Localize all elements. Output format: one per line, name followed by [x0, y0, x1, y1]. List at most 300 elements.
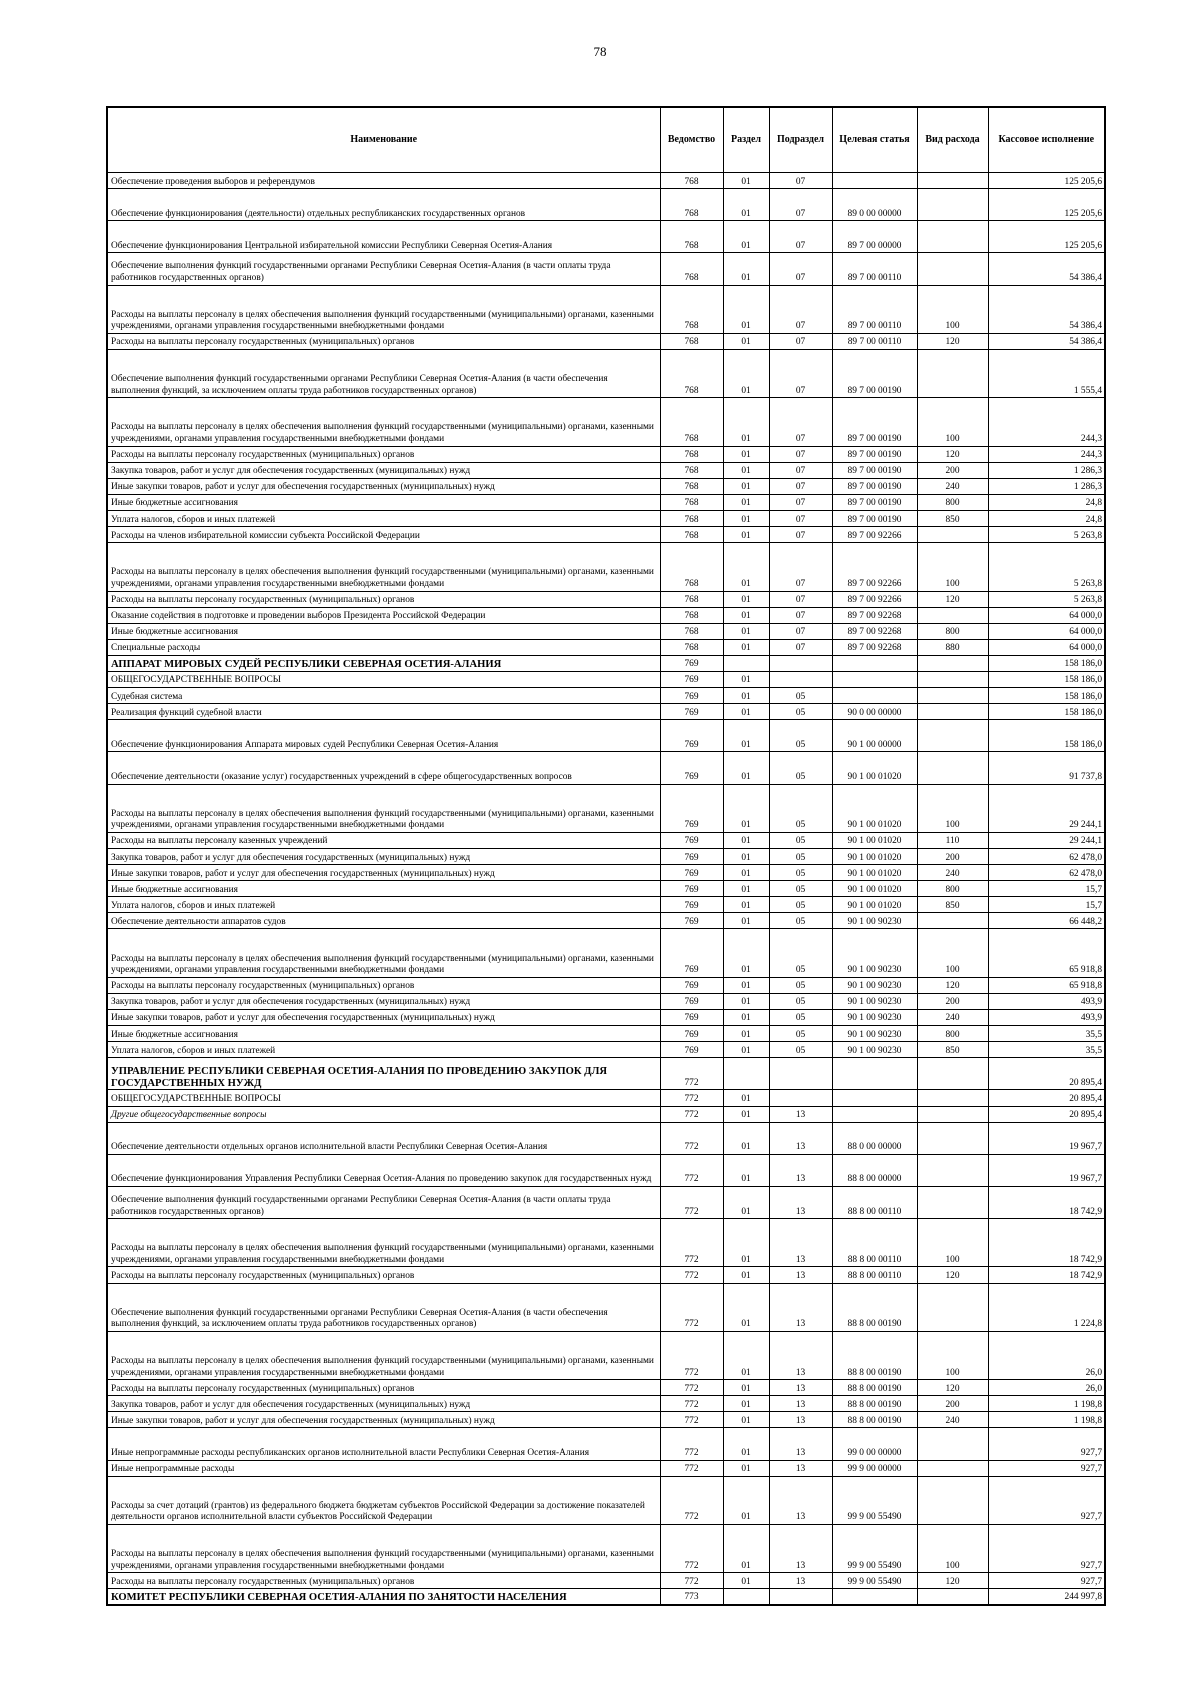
table-row — [107, 784, 1105, 832]
row-amount-cell: 927,7 — [988, 1525, 1105, 1573]
row-name-cell: Иные непрограммные расходы — [107, 1460, 660, 1476]
row-section-cell: 01 — [723, 333, 769, 349]
row-amount-cell: 927,7 — [988, 1476, 1105, 1524]
header-name: Наименование — [107, 107, 660, 173]
row-section-cell: 01 — [723, 1525, 769, 1573]
row-section-cell: 01 — [723, 446, 769, 462]
row-amount-cell: 64 000,0 — [988, 639, 1105, 655]
row-name-cell: Расходы на выплаты персоналу государственных (муниципальных) органов — [107, 1267, 660, 1283]
table-row — [107, 446, 1105, 462]
row-dept-cell: 768 — [660, 639, 723, 655]
row-amount-cell: 158 186,0 — [988, 671, 1105, 687]
table-row — [107, 1396, 1105, 1412]
row-dept-cell: 772 — [660, 1331, 723, 1379]
row-subsection-cell: 07 — [769, 446, 832, 462]
row-target-cell: 90 1 00 01020 — [832, 752, 917, 784]
row-kind-cell: 100 — [917, 784, 988, 832]
row-dept-cell: 769 — [660, 897, 723, 913]
row-section-cell: 01 — [723, 881, 769, 897]
table-row — [107, 398, 1105, 446]
row-amount-cell: 244,3 — [988, 446, 1105, 462]
row-target-cell: 89 7 00 00190 — [832, 511, 917, 527]
row-amount-cell: 493,9 — [988, 993, 1105, 1009]
row-name-cell: УПРАВЛЕНИЕ РЕСПУБЛИКИ СЕВЕРНАЯ ОСЕТИЯ-АЛАНИЯ ПО ПРОВЕДЕНИЮ ЗАКУПОК ДЛЯ ГОСУДАРСТВЕННЫХ НУЖД — [107, 1058, 660, 1090]
row-kind-cell — [917, 1589, 988, 1605]
row-target-cell: 99 9 00 55490 — [832, 1476, 917, 1524]
row-amount-cell: 493,9 — [988, 1009, 1105, 1025]
table-row — [107, 671, 1105, 687]
row-amount-cell: 158 186,0 — [988, 704, 1105, 720]
row-name-cell: Обеспечение деятельности отдельных органов исполнительной власти Республики Северная Осетия-Алания — [107, 1122, 660, 1154]
row-name-cell: Иные закупки товаров, работ и услуг для обеспечения государственных (муниципальных) нужд — [107, 1009, 660, 1025]
row-subsection-cell — [769, 655, 832, 671]
row-subsection-cell: 05 — [769, 849, 832, 865]
table-row — [107, 1219, 1105, 1267]
row-section-cell: 01 — [723, 1090, 769, 1106]
row-name-cell: Иные бюджетные ассигнования — [107, 1026, 660, 1042]
row-name-cell: Иные закупки товаров, работ и услуг для обеспечения государственных (муниципальных) нужд — [107, 865, 660, 881]
row-dept-cell: 769 — [660, 977, 723, 993]
row-subsection-cell: 07 — [769, 350, 832, 398]
row-subsection-cell: 05 — [769, 1009, 832, 1025]
row-kind-cell — [917, 221, 988, 253]
row-kind-cell — [917, 253, 988, 285]
row-target-cell: 88 8 00 00190 — [832, 1412, 917, 1428]
table-row — [107, 350, 1105, 398]
row-kind-cell: 850 — [917, 1042, 988, 1058]
row-subsection-cell: 05 — [769, 897, 832, 913]
row-target-cell — [832, 671, 917, 687]
row-dept-cell: 769 — [660, 913, 723, 929]
row-section-cell: 01 — [723, 1219, 769, 1267]
row-amount-cell: 26,0 — [988, 1380, 1105, 1396]
row-name-cell: Расходы на выплаты персоналу казенных учреждений — [107, 832, 660, 848]
row-section-cell: 01 — [723, 173, 769, 189]
table-row — [107, 607, 1105, 623]
table-row — [107, 1009, 1105, 1025]
row-amount-cell: 29 244,1 — [988, 784, 1105, 832]
row-kind-cell — [917, 671, 988, 687]
table-row — [107, 253, 1105, 285]
row-dept-cell: 768 — [660, 494, 723, 510]
row-subsection-cell: 07 — [769, 221, 832, 253]
row-kind-cell — [917, 607, 988, 623]
header-target: Целевая статья — [832, 107, 917, 173]
row-section-cell: 01 — [723, 1412, 769, 1428]
row-target-cell: 99 9 00 55490 — [832, 1525, 917, 1573]
row-amount-cell: 1 555,4 — [988, 350, 1105, 398]
row-section-cell: 01 — [723, 1026, 769, 1042]
row-target-cell: 88 8 00 00190 — [832, 1380, 917, 1396]
row-name-cell: Закупка товаров, работ и услуг для обеспечения государственных (муниципальных) нужд — [107, 1396, 660, 1412]
row-kind-cell — [917, 1460, 988, 1476]
row-amount-cell: 125 205,6 — [988, 221, 1105, 253]
row-dept-cell: 768 — [660, 221, 723, 253]
row-target-cell: 88 8 00 00190 — [832, 1283, 917, 1331]
row-dept-cell: 769 — [660, 929, 723, 977]
row-amount-cell: 19 967,7 — [988, 1122, 1105, 1154]
row-target-cell: 88 8 00 00110 — [832, 1187, 917, 1219]
row-amount-cell: 54 386,4 — [988, 253, 1105, 285]
row-amount-cell: 125 205,6 — [988, 189, 1105, 221]
table-row — [107, 929, 1105, 977]
table-row — [107, 1525, 1105, 1573]
row-kind-cell: 200 — [917, 849, 988, 865]
row-target-cell: 89 7 00 00110 — [832, 285, 917, 333]
row-name-cell: Закупка товаров, работ и услуг для обеспечения государственных (муниципальных) нужд — [107, 993, 660, 1009]
table-row — [107, 462, 1105, 478]
row-name-cell: Расходы на выплаты персоналу в целях обеспечения выполнения функций государственными (муниципальными) органами, казенными учреждениями, органами управления государственными внебюджетными фондами — [107, 1331, 660, 1379]
row-section-cell: 01 — [723, 1267, 769, 1283]
row-kind-cell: 120 — [917, 1380, 988, 1396]
row-name-cell: Иные бюджетные ассигнования — [107, 494, 660, 510]
row-section-cell: 01 — [723, 494, 769, 510]
page-number: 78 — [593, 44, 607, 59]
table-row — [107, 478, 1105, 494]
row-section-cell: 01 — [723, 511, 769, 527]
row-kind-cell: 100 — [917, 543, 988, 591]
row-section-cell: 01 — [723, 993, 769, 1009]
row-amount-cell: 158 186,0 — [988, 688, 1105, 704]
row-amount-cell: 64 000,0 — [988, 607, 1105, 623]
table-row — [107, 1154, 1105, 1186]
row-section-cell: 01 — [723, 285, 769, 333]
row-target-cell: 89 7 00 92268 — [832, 639, 917, 655]
row-amount-cell: 5 263,8 — [988, 543, 1105, 591]
row-section-cell — [723, 1058, 769, 1090]
row-amount-cell: 5 263,8 — [988, 527, 1105, 543]
header-section: Раздел — [723, 107, 769, 173]
row-kind-cell: 200 — [917, 462, 988, 478]
table-row — [107, 688, 1105, 704]
table-row — [107, 1267, 1105, 1283]
row-kind-cell: 120 — [917, 1573, 988, 1589]
row-amount-cell: 1 286,3 — [988, 478, 1105, 494]
table-row — [107, 527, 1105, 543]
row-name-cell: Оказание содействия в подготовке и проведении выборов Президента Российской Федерации — [107, 607, 660, 623]
row-dept-cell: 768 — [660, 398, 723, 446]
table-row — [107, 720, 1105, 752]
row-kind-cell — [917, 189, 988, 221]
row-amount-cell: 18 742,9 — [988, 1219, 1105, 1267]
row-kind-cell — [917, 1122, 988, 1154]
table-row — [107, 1187, 1105, 1219]
table-row — [107, 1380, 1105, 1396]
row-dept-cell: 769 — [660, 881, 723, 897]
row-name-cell: Расходы на выплаты персоналу в целях обеспечения выполнения функций государственными (муниципальными) органами, казенными учреждениями, органами управления государственными внебюджетными фондами — [107, 398, 660, 446]
row-dept-cell: 768 — [660, 527, 723, 543]
table-row — [107, 1058, 1105, 1090]
row-target-cell: 99 9 00 00000 — [832, 1460, 917, 1476]
row-subsection-cell: 13 — [769, 1460, 832, 1476]
row-target-cell: 88 8 00 00110 — [832, 1267, 917, 1283]
row-dept-cell: 772 — [660, 1525, 723, 1573]
row-target-cell: 90 1 00 90230 — [832, 913, 917, 929]
row-section-cell: 01 — [723, 527, 769, 543]
row-section-cell: 01 — [723, 752, 769, 784]
row-dept-cell: 768 — [660, 333, 723, 349]
row-subsection-cell: 07 — [769, 253, 832, 285]
row-dept-cell: 772 — [660, 1428, 723, 1460]
row-amount-cell: 125 205,6 — [988, 173, 1105, 189]
row-amount-cell: 244,3 — [988, 398, 1105, 446]
row-name-cell: Обеспечение проведения выборов и референдумов — [107, 173, 660, 189]
row-target-cell: 90 1 00 90230 — [832, 1026, 917, 1042]
row-section-cell: 01 — [723, 253, 769, 285]
row-name-cell: ОБЩЕГОСУДАРСТВЕННЫЕ ВОПРОСЫ — [107, 1090, 660, 1106]
row-dept-cell: 772 — [660, 1267, 723, 1283]
row-kind-cell — [917, 1154, 988, 1186]
header-kind: Вид расхода — [917, 107, 988, 173]
row-subsection-cell: 05 — [769, 1042, 832, 1058]
row-dept-cell: 772 — [660, 1460, 723, 1476]
table-row — [107, 1042, 1105, 1058]
row-kind-cell: 850 — [917, 511, 988, 527]
row-name-cell: Судебная система — [107, 688, 660, 704]
budget-table — [106, 106, 1106, 1606]
row-section-cell: 01 — [723, 832, 769, 848]
row-kind-cell — [917, 350, 988, 398]
row-target-cell: 88 8 00 00000 — [832, 1154, 917, 1186]
row-name-cell: Закупка товаров, работ и услуг для обеспечения государственных (муниципальных) нужд — [107, 462, 660, 478]
table-row — [107, 1476, 1105, 1524]
row-section-cell: 01 — [723, 1106, 769, 1122]
row-amount-cell: 18 742,9 — [988, 1187, 1105, 1219]
row-target-cell: 88 8 00 00190 — [832, 1331, 917, 1379]
row-subsection-cell: 07 — [769, 639, 832, 655]
table-row — [107, 1428, 1105, 1460]
row-section-cell: 01 — [723, 591, 769, 607]
row-target-cell — [832, 1090, 917, 1106]
row-kind-cell: 800 — [917, 494, 988, 510]
row-kind-cell: 100 — [917, 398, 988, 446]
row-section-cell: 01 — [723, 1187, 769, 1219]
row-subsection-cell: 13 — [769, 1380, 832, 1396]
table-row — [107, 704, 1105, 720]
row-dept-cell: 772 — [660, 1219, 723, 1267]
row-name-cell: Обеспечение выполнения функций государственными органами Республики Северная Осетия-Алания (в части оплаты труда работников государственных органов) — [107, 1187, 660, 1219]
row-kind-cell: 850 — [917, 897, 988, 913]
row-dept-cell: 772 — [660, 1106, 723, 1122]
row-target-cell: 88 8 00 00190 — [832, 1396, 917, 1412]
row-dept-cell: 769 — [660, 671, 723, 687]
row-dept-cell: 769 — [660, 1042, 723, 1058]
row-section-cell: 01 — [723, 688, 769, 704]
row-dept-cell: 772 — [660, 1476, 723, 1524]
row-kind-cell — [917, 1058, 988, 1090]
row-dept-cell: 768 — [660, 511, 723, 527]
row-target-cell: 89 7 00 92268 — [832, 623, 917, 639]
row-subsection-cell: 13 — [769, 1267, 832, 1283]
row-dept-cell: 769 — [660, 784, 723, 832]
header-row — [107, 107, 1105, 173]
row-subsection-cell: 07 — [769, 285, 832, 333]
row-dept-cell: 768 — [660, 623, 723, 639]
row-section-cell: 01 — [723, 704, 769, 720]
table-row — [107, 655, 1105, 671]
row-target-cell — [832, 173, 917, 189]
row-kind-cell — [917, 704, 988, 720]
row-target-cell: 90 1 00 90230 — [832, 1042, 917, 1058]
row-name-cell: Расходы за счет дотаций (грантов) из федерального бюджета бюджетам субъектов Российской Федерации за достижение показателей деятельности органов исполнительной власти субъектов Российской Федерации — [107, 1476, 660, 1524]
row-subsection-cell: 07 — [769, 189, 832, 221]
row-amount-cell: 5 263,8 — [988, 591, 1105, 607]
row-name-cell: Расходы на выплаты персоналу в целях обеспечения выполнения функций государственными (муниципальными) органами, казенными учреждениями, органами управления государственными внебюджетными фондами — [107, 929, 660, 977]
row-subsection-cell — [769, 671, 832, 687]
row-subsection-cell: 05 — [769, 913, 832, 929]
row-subsection-cell: 07 — [769, 607, 832, 623]
row-kind-cell — [917, 752, 988, 784]
row-dept-cell: 772 — [660, 1058, 723, 1090]
row-dept-cell: 768 — [660, 189, 723, 221]
row-section-cell: 01 — [723, 1460, 769, 1476]
row-name-cell: Расходы на членов избирательной комиссии субъекта Российской Федерации — [107, 527, 660, 543]
row-amount-cell: 15,7 — [988, 881, 1105, 897]
table-row — [107, 189, 1105, 221]
row-name-cell: Обеспечение выполнения функций государственными органами Республики Северная Осетия-Алания (в части обеспечения выполнения функций, за исключением оплаты труда работников государственных органов) — [107, 1283, 660, 1331]
row-section-cell: 01 — [723, 478, 769, 494]
row-section-cell: 01 — [723, 849, 769, 865]
table-row — [107, 511, 1105, 527]
row-amount-cell: 1 198,8 — [988, 1396, 1105, 1412]
row-amount-cell: 24,8 — [988, 511, 1105, 527]
row-subsection-cell: 13 — [769, 1331, 832, 1379]
row-name-cell: Расходы на выплаты персоналу в целях обеспечения выполнения функций государственными (муниципальными) органами, казенными учреждениями, органами управления государственными внебюджетными фондами — [107, 1219, 660, 1267]
row-section-cell: 01 — [723, 1283, 769, 1331]
row-target-cell: 89 7 00 00110 — [832, 253, 917, 285]
row-amount-cell: 54 386,4 — [988, 285, 1105, 333]
row-target-cell: 89 7 00 92266 — [832, 591, 917, 607]
row-name-cell: Иные закупки товаров, работ и услуг для обеспечения государственных (муниципальных) нужд — [107, 1412, 660, 1428]
table-row — [107, 752, 1105, 784]
row-section-cell: 01 — [723, 720, 769, 752]
table-row — [107, 1106, 1105, 1122]
row-kind-cell: 100 — [917, 285, 988, 333]
row-kind-cell: 120 — [917, 977, 988, 993]
row-subsection-cell: 13 — [769, 1106, 832, 1122]
row-name-cell: Расходы на выплаты персоналу государственных (муниципальных) органов — [107, 333, 660, 349]
row-subsection-cell: 05 — [769, 752, 832, 784]
row-subsection-cell: 07 — [769, 591, 832, 607]
row-amount-cell: 1 286,3 — [988, 462, 1105, 478]
row-kind-cell: 120 — [917, 446, 988, 462]
table-row — [107, 849, 1105, 865]
row-section-cell: 01 — [723, 929, 769, 977]
row-dept-cell: 769 — [660, 993, 723, 1009]
row-amount-cell: 927,7 — [988, 1428, 1105, 1460]
row-target-cell: 90 1 00 01020 — [832, 865, 917, 881]
row-target-cell: 90 1 00 01020 — [832, 897, 917, 913]
row-subsection-cell: 05 — [769, 688, 832, 704]
table-row — [107, 897, 1105, 913]
table-body — [107, 173, 1105, 1606]
row-kind-cell: 880 — [917, 639, 988, 655]
row-dept-cell: 768 — [660, 285, 723, 333]
row-section-cell: 01 — [723, 1476, 769, 1524]
row-target-cell: 90 1 00 90230 — [832, 977, 917, 993]
row-kind-cell: 240 — [917, 865, 988, 881]
table-row — [107, 1026, 1105, 1042]
row-kind-cell: 800 — [917, 881, 988, 897]
row-section-cell: 01 — [723, 784, 769, 832]
table-row — [107, 993, 1105, 1009]
row-target-cell — [832, 1058, 917, 1090]
row-kind-cell: 200 — [917, 1396, 988, 1412]
table-row — [107, 494, 1105, 510]
row-section-cell: 01 — [723, 671, 769, 687]
row-section-cell: 01 — [723, 462, 769, 478]
row-section-cell: 01 — [723, 1331, 769, 1379]
row-name-cell: Обеспечение функционирования Центральной избирательной комиссии Республики Северная Осетия-Алания — [107, 221, 660, 253]
row-target-cell — [832, 655, 917, 671]
row-name-cell: Расходы на выплаты персоналу государственных (муниципальных) органов — [107, 591, 660, 607]
row-dept-cell: 768 — [660, 173, 723, 189]
row-section-cell: 01 — [723, 639, 769, 655]
row-kind-cell — [917, 688, 988, 704]
row-dept-cell: 768 — [660, 591, 723, 607]
row-subsection-cell — [769, 1589, 832, 1605]
row-amount-cell: 24,8 — [988, 494, 1105, 510]
row-section-cell: 01 — [723, 350, 769, 398]
row-dept-cell: 768 — [660, 462, 723, 478]
table-row — [107, 913, 1105, 929]
row-name-cell: Обеспечение выполнения функций государственными органами Республики Северная Осетия-Алания (в части оплаты труда работников государственных органов) — [107, 253, 660, 285]
row-target-cell: 90 1 00 90230 — [832, 1009, 917, 1025]
row-kind-cell — [917, 655, 988, 671]
row-dept-cell: 768 — [660, 478, 723, 494]
row-target-cell: 90 1 00 01020 — [832, 849, 917, 865]
table-row — [107, 832, 1105, 848]
row-target-cell: 90 1 00 90230 — [832, 993, 917, 1009]
row-section-cell: 01 — [723, 913, 769, 929]
row-subsection-cell: 05 — [769, 977, 832, 993]
table-row — [107, 977, 1105, 993]
row-subsection-cell: 05 — [769, 720, 832, 752]
row-subsection-cell: 13 — [769, 1154, 832, 1186]
table-row — [107, 591, 1105, 607]
row-subsection-cell: 07 — [769, 478, 832, 494]
row-amount-cell: 66 448,2 — [988, 913, 1105, 929]
row-name-cell: Обеспечение деятельности (оказание услуг) государственных учреждений в сфере общегосударственных вопросов — [107, 752, 660, 784]
row-dept-cell: 769 — [660, 1009, 723, 1025]
row-section-cell: 01 — [723, 623, 769, 639]
row-target-cell — [832, 1106, 917, 1122]
row-kind-cell: 120 — [917, 333, 988, 349]
row-section-cell: 01 — [723, 398, 769, 446]
row-target-cell: 90 1 00 01020 — [832, 881, 917, 897]
row-amount-cell: 927,7 — [988, 1573, 1105, 1589]
row-subsection-cell: 05 — [769, 929, 832, 977]
row-dept-cell: 769 — [660, 752, 723, 784]
row-name-cell: Обеспечение функционирования Аппарата мировых судей Республики Северная Осетия-Алания — [107, 720, 660, 752]
row-name-cell: Расходы на выплаты персоналу в целях обеспечения выполнения функций государственными (муниципальными) органами, казенными учреждениями, органами управления государственными внебюджетными фондами — [107, 1525, 660, 1573]
table-row — [107, 1573, 1105, 1589]
row-name-cell: Обеспечение деятельности аппаратов судов — [107, 913, 660, 929]
table-row — [107, 1460, 1105, 1476]
row-dept-cell: 772 — [660, 1122, 723, 1154]
row-subsection-cell: 07 — [769, 623, 832, 639]
row-name-cell: Иные бюджетные ассигнования — [107, 881, 660, 897]
row-section-cell: 01 — [723, 1396, 769, 1412]
row-subsection-cell: 07 — [769, 333, 832, 349]
row-kind-cell — [917, 913, 988, 929]
row-subsection-cell: 07 — [769, 462, 832, 478]
row-amount-cell: 26,0 — [988, 1331, 1105, 1379]
row-kind-cell — [917, 173, 988, 189]
row-target-cell: 90 1 00 00000 — [832, 720, 917, 752]
row-target-cell: 89 0 00 00000 — [832, 189, 917, 221]
row-section-cell — [723, 655, 769, 671]
